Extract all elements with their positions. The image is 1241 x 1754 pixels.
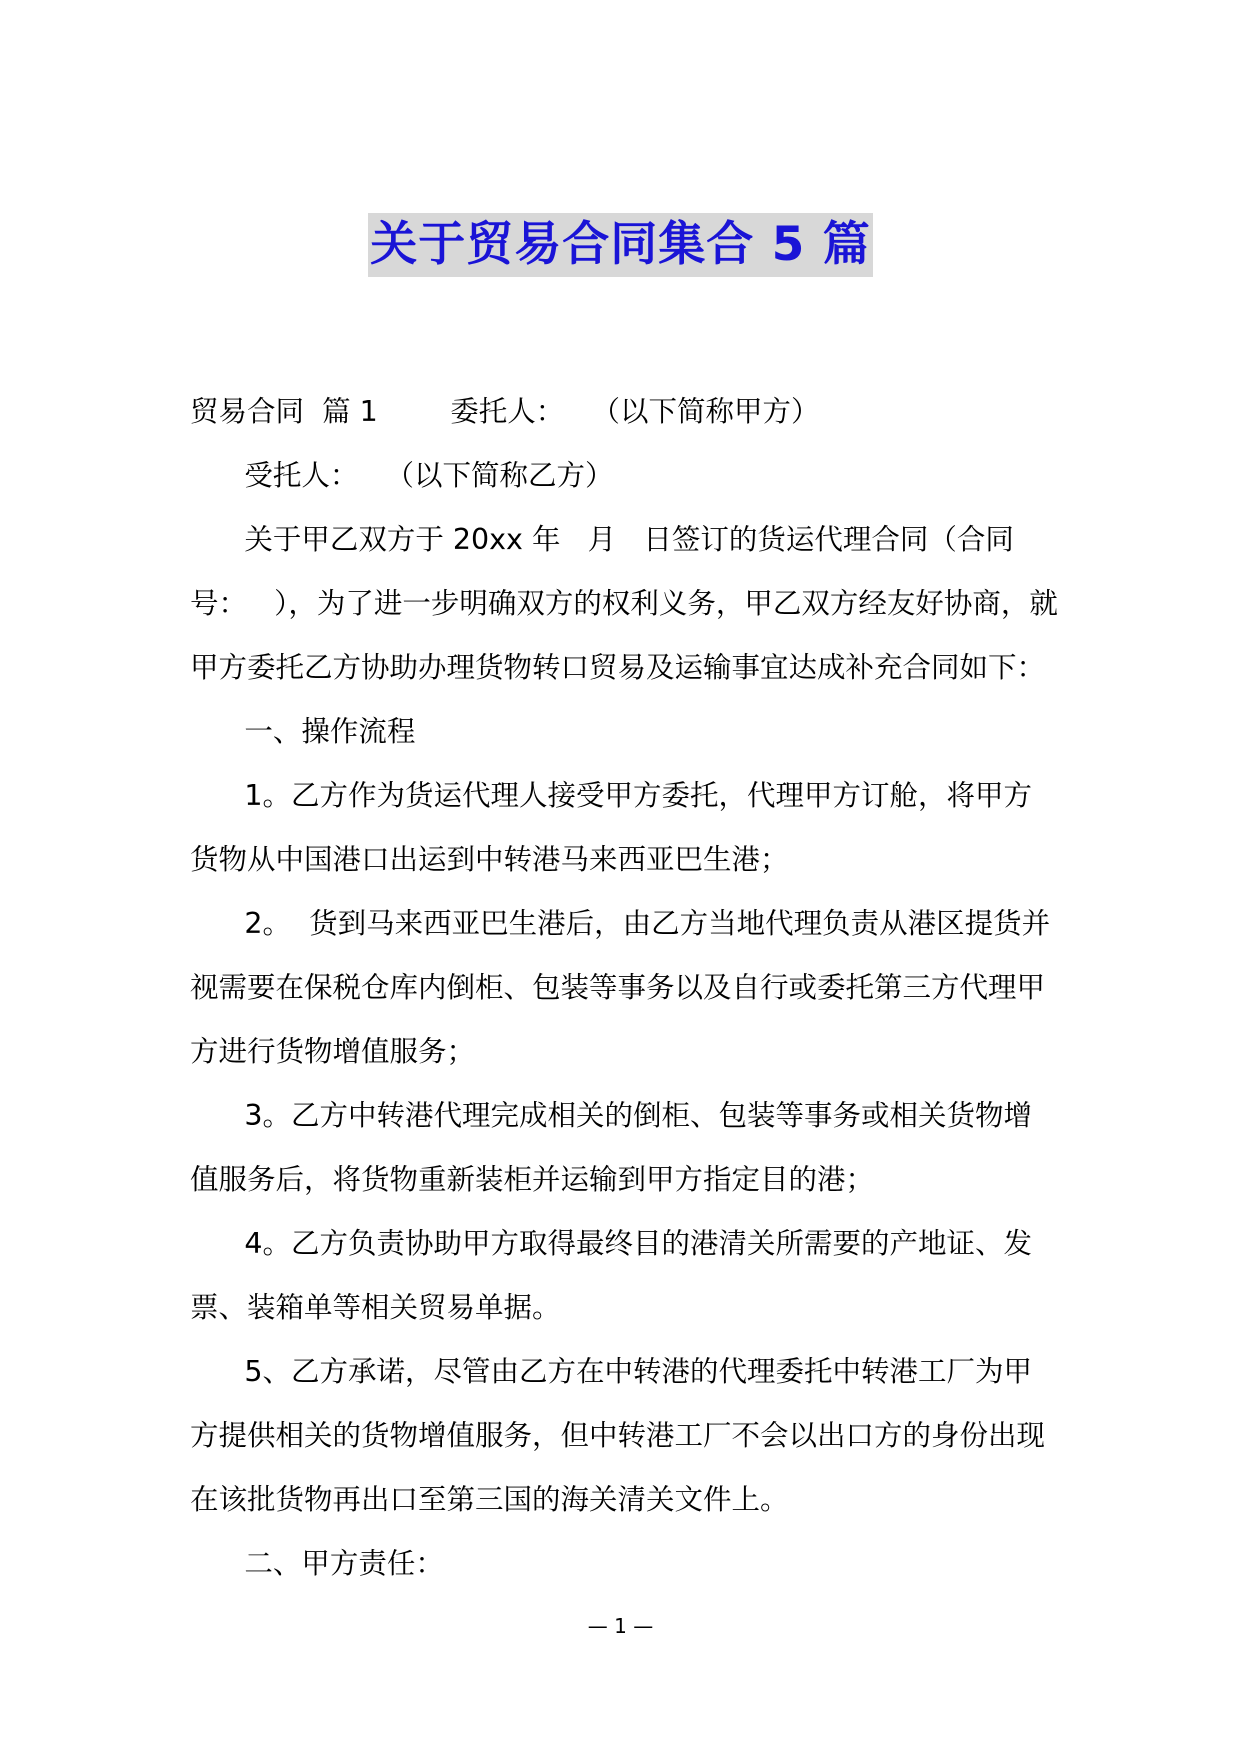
page-title-text: 关于贸易合同集合 5 篇 — [368, 213, 872, 277]
body-line: 货物从中国港口出运到中转港马来西亚巴生港； — [190, 843, 789, 876]
body-line: 票、装箱单等相关贸易单据。 — [190, 1291, 561, 1324]
body-line: 2。 货到马来西亚巴生港后，由乙方当地代理负责从港区提货并 — [190, 907, 1051, 940]
body-line: 值服务后，将货物重新装柜并运输到甲方指定目的港； — [190, 1163, 875, 1196]
body-line: 号： ），为了进一步明确双方的权利义务，甲乙双方经友好协商，就 — [190, 587, 1058, 620]
body-line: 视需要在保税仓库内倒柜、包装等事务以及自行或委托第三方代理甲 — [190, 971, 1046, 1004]
body-line: 关于甲乙双方于 20xx 年 月 日签订的货运代理合同（合同 — [190, 523, 1014, 556]
body-line: 在该批货物再出口至第三国的海关清关文件上。 — [190, 1483, 789, 1516]
page-title — [0, 213, 1241, 277]
page-number: — 1 — — [587, 1614, 654, 1638]
section-heading: 一、操作流程 — [190, 715, 416, 748]
section-heading: 二、甲方责任： — [190, 1547, 444, 1580]
body-line: 甲方委托乙方协助办理货物转口贸易及运输事宜达成补充合同如下： — [190, 651, 1046, 684]
body-line: 贸易合同 篇 1 委托人： （以下简称甲方） — [190, 395, 820, 428]
document-body — [190, 380, 1056, 1596]
body-line: 4。乙方负责协助甲方取得最终目的港清关所需要的产地证、发 — [190, 1227, 1032, 1260]
body-line: 方提供相关的货物增值服务，但中转港工厂不会以出口方的身份出现 — [190, 1419, 1046, 1452]
body-line: 受托人： （以下简称乙方） — [190, 459, 614, 492]
body-line: 3。乙方中转港代理完成相关的倒柜、包装等事务或相关货物增 — [190, 1099, 1032, 1132]
body-line: 1。乙方作为货运代理人接受甲方委托，代理甲方订舱，将甲方 — [190, 779, 1032, 812]
body-line: 方进行货物增值服务； — [190, 1035, 476, 1068]
body-line: 5、乙方承诺，尽管由乙方在中转港的代理委托中转港工厂为甲 — [190, 1355, 1032, 1388]
